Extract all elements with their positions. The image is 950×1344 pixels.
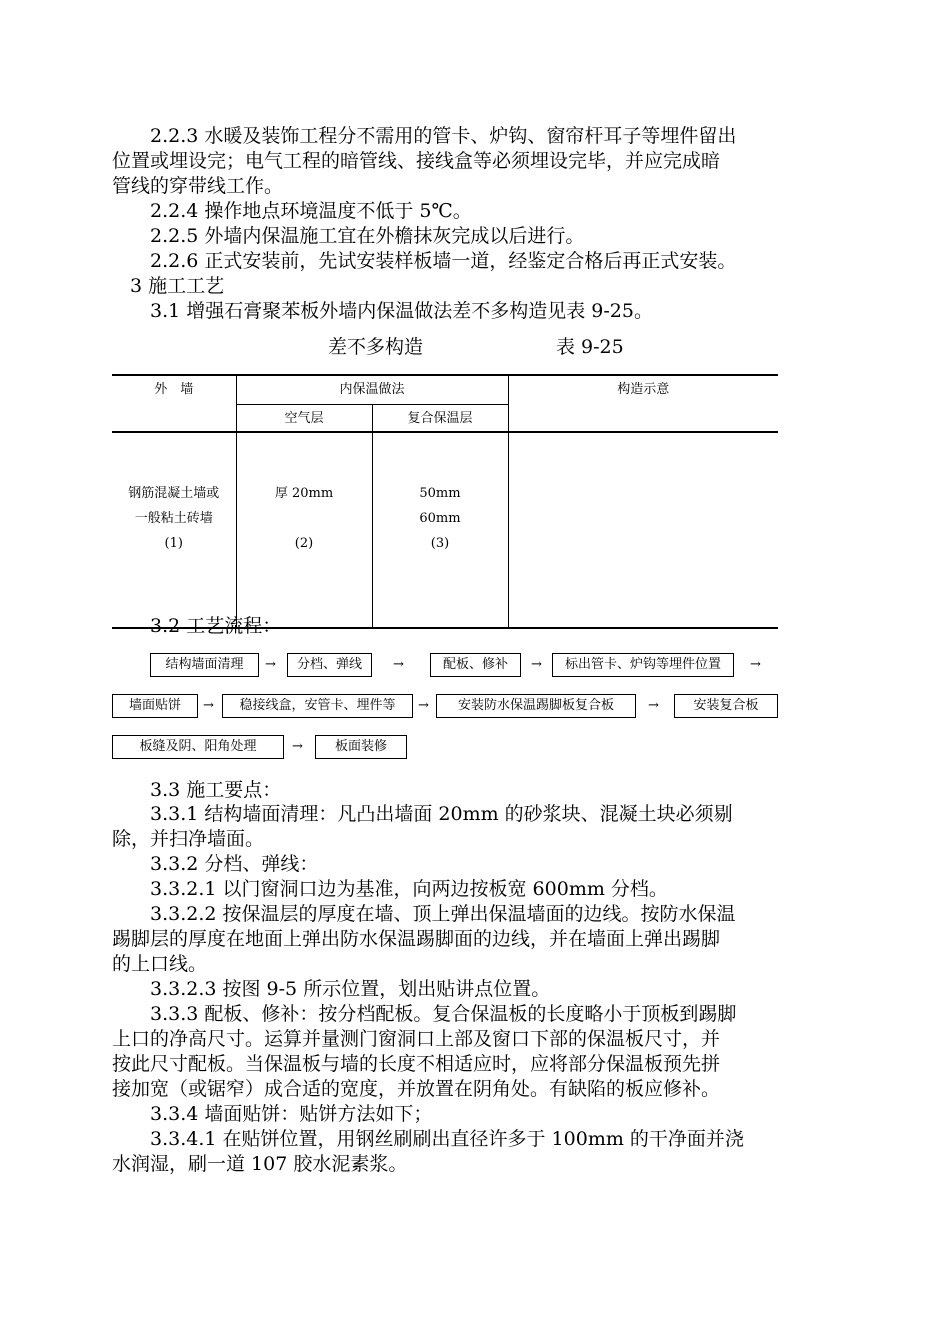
paragraph-2-2-3-line2: 位置或埋设完；电气工程的暗管线、接线盒等必须埋设完毕，并应完成暗: [112, 150, 721, 172]
flow-step-board-fitting: 配板、修补: [430, 653, 521, 677]
cell-air-thickness: 厚 20mm: [274, 486, 334, 501]
flow-arrow-icon: →: [265, 657, 276, 672]
header-composite-layer: 复合保温层: [372, 405, 508, 433]
flow-step-joint-treatment: 板缝及阴、阳角处理: [112, 735, 284, 759]
construction-table: [112, 374, 778, 629]
paragraph-3-1: 3.1 增强石膏聚苯板外墙内保温做法差不多构造见表 9-25。: [150, 300, 653, 322]
cell-diagram: [508, 432, 778, 628]
paragraph-3-3-3-line2: 上口的净高尺寸。运算并量测门窗洞口上部及窗口下部的保温板尺寸，并: [112, 1028, 721, 1050]
table-caption-number: 表 9-25: [556, 336, 624, 358]
cell-air-index: (2): [294, 536, 314, 551]
paragraph-3-3-4-1-line1: 3.3.4.1 在贴饼位置，用钢丝刷刷出直径许多于 100mm 的干净面并浇: [150, 1128, 744, 1150]
flow-step-surface-finishing: 板面装修: [315, 735, 407, 759]
cell-wall-type-line2: 一般粘土砖墙: [134, 511, 213, 526]
flow-step-mark-embedded-parts: 标出管卡、炉钩等埋件位置: [552, 653, 734, 677]
paragraph-3-3-2-3: 3.3.2.3 按图 9-5 所示位置，划出贴讲点位置。: [150, 978, 551, 1000]
paragraph-2-2-6: 2.2.6 正式安装前，先试安装样板墙一道，经鉴定合格后再正式安装。: [150, 250, 737, 272]
paragraph-2-2-3-line3: 管线的穿带线工作。: [112, 175, 284, 197]
flow-arrow-icon: →: [292, 739, 303, 754]
paragraph-3-3-2-2-line2: 踢脚层的厚度在地面上弹出防水保温踢脚面的边线，并在墙面上弹出踢脚: [112, 928, 721, 950]
paragraph-3-3-4-1-line2: 水润湿，刷一道 107 胶水泥素浆。: [112, 1153, 408, 1175]
paragraph-3-3-2-2-line1: 3.3.2.2 按保温层的厚度在墙、顶上弹出保温墙面的边线。按防水保温: [150, 903, 736, 925]
flow-step-junction-boxes: 稳接线盒，安管卡、埋件等: [222, 694, 413, 718]
paragraph-3-3-2: 3.3.2 分档、弹线：: [150, 853, 319, 875]
flow-arrow-icon: →: [393, 657, 404, 672]
cell-wall-type: [112, 432, 236, 628]
flow-step-division-marking: 分档、弹线: [287, 653, 372, 677]
paragraph-3-3-3-line4: 接加宽（或锯窄）成合适的宽度，并放置在阴角处。有缺陷的板应修补。: [112, 1078, 721, 1100]
cell-wall-type-index: (1): [164, 536, 183, 551]
header-outer-wall: 外 墙: [112, 375, 236, 432]
flow-arrow-icon: →: [418, 698, 429, 713]
flow-arrow-icon: →: [531, 657, 542, 672]
flow-step-wall-cleaning: 结构墙面清理: [150, 653, 259, 677]
flow-step-skirting-board: 安装防水保温踢脚板复合板: [436, 694, 636, 718]
cell-composite-thickness-1: 50mm: [419, 486, 461, 501]
section-3-heading: 3 施工工艺: [130, 275, 225, 297]
paragraph-2-2-4: 2.2.4 操作地点环境温度不低于 5℃。: [150, 200, 472, 222]
cell-composite-layer: [372, 432, 508, 628]
paragraph-3-3-1-line2: 除，并扫净墙面。: [112, 828, 265, 850]
paragraph-3-3-3-line1: 3.3.3 配板、修补：按分档配板。复合保温板的长度略小于顶板到踢脚: [150, 1003, 737, 1025]
flow-arrow-icon: →: [203, 698, 214, 713]
paragraph-3-3-2-2-line3: 的上口线。: [112, 953, 208, 975]
table-caption-title: 差不多构造: [328, 336, 424, 358]
cell-composite-thickness-2: 60mm: [419, 511, 461, 526]
cell-wall-type-line1: 钢筋混凝土墙或: [128, 486, 220, 501]
flow-arrow-icon: →: [750, 657, 761, 672]
flow-arrow-icon: →: [648, 698, 659, 713]
header-insulation-method: 内保温做法: [236, 375, 508, 405]
header-air-layer: 空气层: [236, 405, 372, 433]
flow-step-wall-pads: 墙面贴饼: [112, 694, 198, 718]
flow-heading: 3.2 工艺流程：: [150, 615, 282, 637]
cell-composite-index: (3): [430, 536, 450, 551]
paragraph-3-3: 3.3 施工要点：: [150, 779, 282, 801]
header-diagram: 构造示意: [508, 375, 778, 432]
paragraph-2-2-3-line1: 2.2.3 水暖及装饰工程分不需用的管卡、炉钩、窗帘杆耳子等埋件留出: [150, 125, 737, 147]
paragraph-3-3-3-line3: 按此尺寸配板。当保温板与墙的长度不相适应时，应将部分保温板预先拼: [112, 1053, 721, 1075]
cell-air-layer: [236, 432, 372, 628]
flow-step-install-composite: 安装复合板: [674, 694, 778, 718]
paragraph-3-3-4: 3.3.4 墙面贴饼：贴饼方法如下；: [150, 1103, 433, 1125]
paragraph-3-3-2-1: 3.3.2.1 以门窗洞口边为基准，向两边按板宽 600mm 分档。: [150, 878, 668, 900]
paragraph-3-3-1-line1: 3.3.1 结构墙面清理：凡凸出墙面 20mm 的砂浆块、混凝土块必须剔: [150, 803, 733, 825]
paragraph-2-2-5: 2.2.5 外墙内保温施工宜在外檐抹灰完成以后进行。: [150, 225, 585, 247]
